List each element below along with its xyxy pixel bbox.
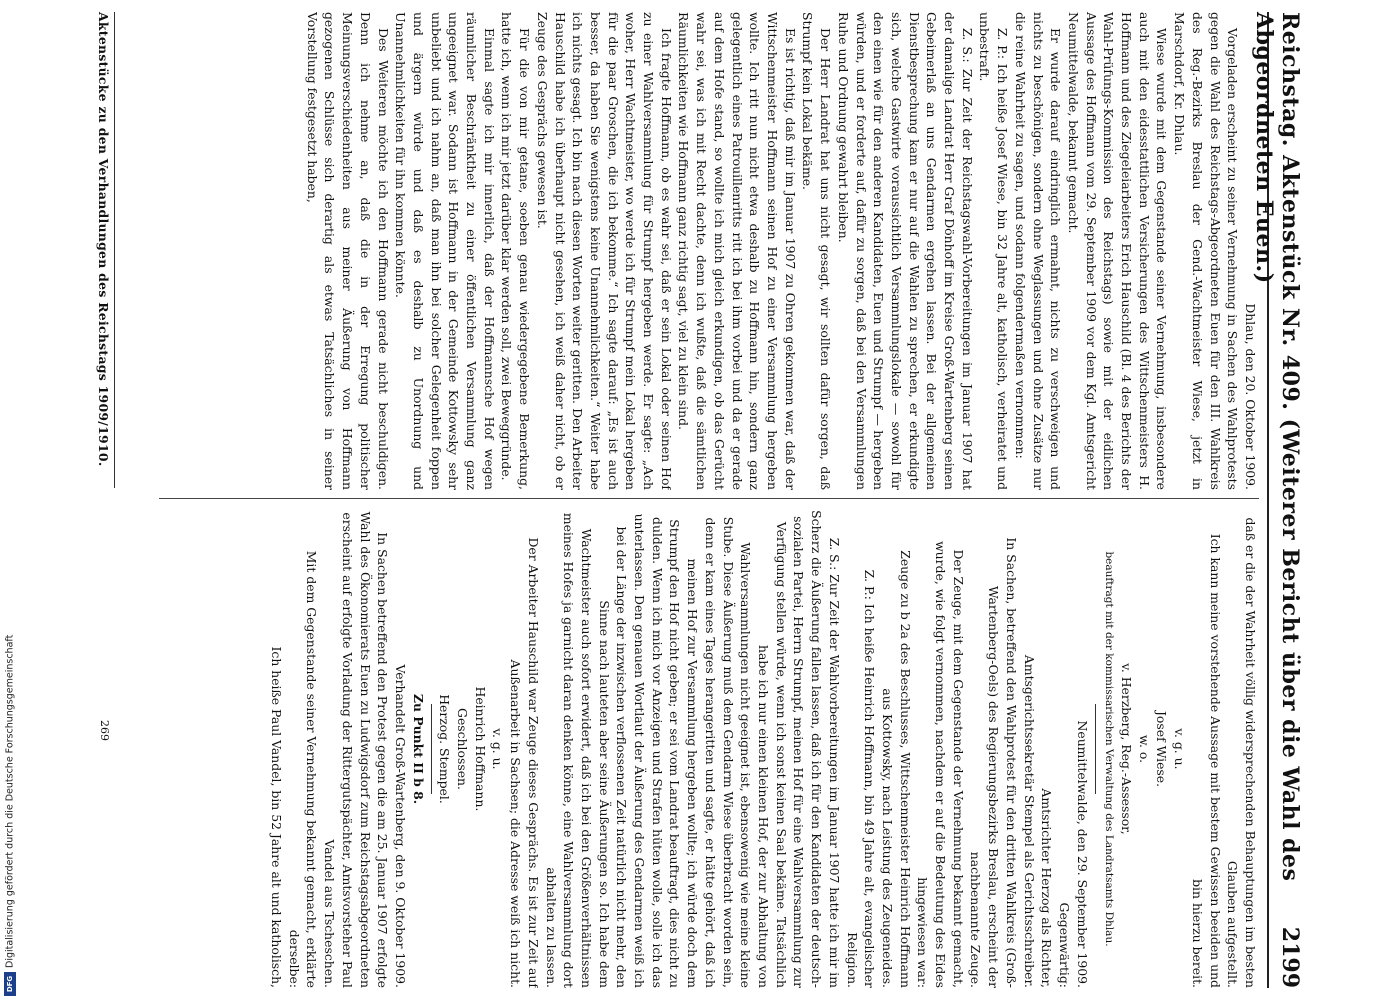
text-paragraph: Gegenwärtig: bbox=[1056, 902, 1072, 988]
text-paragraph: Z. P.: Ich heiße Josef Wiese, bin 32 Jahre alt, katholisch, verheiratet und unbestraft. bbox=[977, 12, 1011, 490]
header-title: Reichstag. Aktenstück Nr. 409. (Weiterer Bericht über die Wahl des Abgeordneten Euen.) bbox=[1251, 12, 1303, 882]
text-paragraph: Verhandelt Groß-Wartenberg, den 9. Oktober 1909. bbox=[392, 664, 408, 988]
text-paragraph: In Sachen, betreffend den Wahlprotest für den dritten Wahlkreis (Groß-Wartenberg-Oels) des Regierungsbezirks Breslau, erscheint der nachbenannte Zeuge. bbox=[968, 537, 1019, 988]
digitization-note bbox=[4, 6, 16, 996]
column-divider bbox=[159, 498, 1259, 499]
text-paragraph: w. o. bbox=[1136, 734, 1152, 764]
separator-rule bbox=[431, 704, 432, 794]
text-paragraph: Ich kann meine vorstehende Aussage mit bestem Gewissen beeiden und bin hierzu bereit. bbox=[1189, 533, 1223, 988]
text-paragraph: Herzog. Stempel. bbox=[437, 694, 453, 804]
text-paragraph: v. g. u. bbox=[490, 728, 506, 770]
text-paragraph: Z. S.: Zur Zeit der Wahlvorbereitungen im Januar 1907 hatte ich mir im Scherz die Äußerung fallen lassen, daß ich für den Kandidaten der deutsch-sozialen Partei, Herrn Strumpf, meinen Hof für eine Wahlversammlung zur Verfügung stellen würde, wenn ich sonst keinen Saal bekäme. Tatsächlich habe ich nur einen kleinen Hof, der zur Abhaltung von Wahlversammlungen nicht geeignet ist, ebensowenig wie meine kleine Stube. Diese Äußerung muß dem Gendarm Wiese überbracht worden sein, denn er kam eines Tages herangeritten und sagte, er hätte gehört, daß ich meinen Hof zur Versammlung hergeben wollte; ich würde doch dem Strumpf den Hof nicht geben; er sei vom Landrat beauftragt, dies nicht zu dulden. Wenn ich mich vor Anzeigen und Strafen hüten wolle, solle ich das unterlassen. Den genauen Wortlaut der Äußerung des Gendarmen weiß ich bei der Länge der inzwischen verflossenen Zeit natürlich nicht mehr, den Sinne nach lauteten aber seine Äußerungen so. Ich habe dem Wachtmeister auch sofort erwidert, daß ich bei den Größenverhältnissen meines Hofes ja garnicht daran denken könne, eine Wahlversammlung dort abhalten zu lassen. bbox=[543, 510, 842, 988]
text-paragraph: Geschlossen. bbox=[455, 708, 471, 790]
text-paragraph: Vorgeladen erscheint zu seiner Vernehmung in Sachen des Wahlprotests gegen die Wahl des Reichstags-Abgeordneten Euen für den III. Wahlkreis des Reg.-Bezirks Breslau der Gend.-Wachtmeister Wiese, jetzt in Marschdorf, Kr. Dhlau. bbox=[1172, 12, 1241, 490]
separator-rule bbox=[1095, 704, 1096, 794]
text-paragraph: Amtsgerichtssekretär Stempel als Gerichtsschreiber. bbox=[1021, 654, 1037, 988]
text-paragraph: Z. S.: Zur Zeit der Reichstagswahl-Vorbereitungen im Januar 1907 hat der damalige Landrat Herr Graf Dönhoff im Kreise Groß-Wartenberg seinen Gebeimerlaß an uns Gendarmen ergehen lassen. Bei der allgemeinen Dienstbesprechung kam er nur auf die Wahlen zu sprechen, er erkundigte sich, welche Gastwirte voraussichtlich Versammlungslokale — sowohl für den einen wie für den anderen Kandidaten, Euen und Strumpf — hergeben würden, und er forderte auf, dafür zu sorgen, daß bei den Versammlungen Ruhe und Ordnung gewahrt bleiben. bbox=[835, 12, 975, 490]
text-paragraph: Es ist richtig, daß mir im Januar 1907 zu Ohren gekommen war, daß der Wittschenmeister Hoffmann seinen Hof zu einer Versammlung hergeben wollte. Ich ritt nun nicht etwa deshalb zu Hoffmann hin, sondern ganz gelegentlich eines Patrouillenritts ritt ich bei ihm vorbei und da er gerade auf dem Hofe stand, so wollte ich mich gleich erkundigen, ob das Gerücht wahr sei, was ich mit Recht dachte, denn ich wußte, daß die sämtlichen Räumlichkeiten wie Hoffmann ganz richtig sagt, viel zu klein sind. bbox=[676, 12, 798, 490]
page-number: 269 bbox=[98, 720, 111, 741]
text-paragraph: Ich fragte Hoffmann, ob es wahr sei, daß er sein Lokal oder seinen Hof zu einer Wahlversammlung für Strumpf hergeben werde. Er sagte: „Ach woher, Herr Wachtmeister, wo werde ich für Strumpf mein Lokal hergeben für die paar Groschen, die ich bekomme.“ Ich sagte darauf: „Es ist auch besser, da haben Sie wenigstens keine Unannehmlichkeiten.“ Weiter habe ich nichts gesagt. Ich bin nach diesen Worten weiter geritten. Den Arbeiter Hauschild habe ich überhaupt nicht gesehen, ich weiß daher nicht, ob er Zeuge des Gesprächs gewesen ist. bbox=[534, 12, 674, 490]
footnote: Aktenstücke zu den Verhandlungen des Reichstags 1909/1910. bbox=[96, 12, 111, 467]
text-paragraph: Des Weiteren möchte ich den Hoffmann gerade nicht beschuldigen. Denn ich nehme an, daß die in der Erregung politischer Meinungsverschiedenheiten aus meiner Äußerung von Hoffmann gezogenen Schlüsse sich derartig als etwas Tatsächliches in seiner Vorstellung festgesetzt haben, bbox=[304, 12, 391, 490]
text-paragraph: In Sachen betreffend den Protest gegen die am 25. Januar 1907 erfolgte Wahl des Ökonomierats Euen zu Ludwigsdorf zum Reichstagsabgeordneten erscheint auf erfolgte Vorladung der Rittergutspächter, Amtsvorsteher Paul Vandel aus Tscheschen. bbox=[322, 511, 391, 988]
text-paragraph: beauftragt mit der kommissarischen Verwaltung des Landratsamts Dhlau. bbox=[1103, 551, 1116, 947]
text-paragraph: Neumittelwalde, den 29. September 1909. bbox=[1074, 720, 1090, 988]
text-paragraph: Amtsrichter Herzog als Richter, bbox=[1039, 788, 1055, 988]
document-page bbox=[17, 0, 1317, 1000]
text-paragraph: Der Zeuge, mit dem Gegenstande der Vernehmung bekannt gemacht, wurde, wie folgt vernommen, nachdem er auf die Bedeutung des Eides hingewiesen war: bbox=[915, 541, 966, 988]
text-paragraph: v. g. u. bbox=[1172, 728, 1188, 770]
text-paragraph: Für die von mir getane, soeben genau wiedergegebene Bemerkung, hatte ich, wenn ich mir jetzt darüber klar werden soll, zwei Beweggründe. bbox=[499, 12, 533, 490]
text-paragraph: Wiese wurde mit dem Gegenstande seiner Vernehmung, insbesondere auch mit den eidesstattlichen Versicherungen des Wittschenmeisters H. Hoffmann und des Ziegeleiarbeiters Erich Hauschild (Bl. 4 des Berichts der Wahl-Prüfungs-Kommission des Reichstags) sowie mit der eidlichen Aussage des Hoffmann vom 29. September 1909 vor dem Kgl. Amtsgericht Neumittelwalde, bekannt gemacht. bbox=[1065, 12, 1170, 490]
text-paragraph: Heinrich Hoffmann. bbox=[472, 686, 488, 812]
page-header bbox=[1251, 12, 1309, 988]
footnote-rule bbox=[114, 12, 115, 488]
text-paragraph: Mit dem Gegenstande seiner Vernehmung bekannt gemacht, erklärte derselbe: bbox=[286, 550, 320, 988]
dfg-logo: DFG bbox=[4, 972, 16, 996]
left-column bbox=[129, 12, 1259, 490]
text-paragraph: Ich heiße Paul Vandel, bin 52 Jahre alt und katholisch, bbox=[269, 646, 285, 988]
text-paragraph: Z. P.: Ich heiße Heinrich Hoffmann, bin 49 Jahre alt, evangelischer Religion. bbox=[844, 569, 878, 988]
text-paragraph: daß er die der Wahrheit völlig widersprechenden Behauptungen im besten Glauben aufgestellt. bbox=[1225, 517, 1258, 988]
text-paragraph: Josef Wiese. bbox=[1154, 710, 1170, 788]
right-column bbox=[129, 510, 1259, 988]
text-paragraph: Zeuge zu b 2a des Beschlusses, Wittschenmeister Heinrich Hoffmann aus Kottowsky, nach Leistung des Zeugeneides. bbox=[879, 550, 913, 988]
header-page-number: 2199 bbox=[1277, 926, 1303, 988]
digitization-text: Digitalisierung gefördert durch die Deutsche Forschungsgemeinschaft bbox=[4, 634, 16, 968]
text-paragraph: v. Herzberg, Reg.-Assessor, bbox=[1119, 663, 1135, 835]
text-paragraph: Der Arbeiter Hauschild war Zeuge dieses Gesprächs. Es ist zur Zeit auf Außenarbeit in Sachsen; die Adresse weiß ich nicht. bbox=[508, 537, 541, 988]
text-paragraph: Er wurde darauf eindringlich ermahnt, nichts zu verschweigen und nichts zu beschönigen, sondern ohne Weglassungen und ohne Zusätze nur die reine Wahrheit zu sagen, und sodann folgendermaßen vernommen: bbox=[1012, 12, 1064, 490]
text-paragraph: Dhlau, den 20. Oktober 1909. bbox=[1243, 303, 1258, 490]
text-paragraph: Zu Punkt II b 8. bbox=[410, 693, 426, 805]
text-paragraph: Einmal sagte ich mir innerlich, daß der Hoffmannsche Hof wegen räumlicher Beschränktheit zu einer öffentlichen Versammlung ganz ungeeignet war. Sodann ist Hoffmann in der Gemeinde Kottowsky sehr unbeliebt und ich nahm an, daß man ihn bei solcher Gelegenheit foppen und ärgern würde und daß es deshalb zu Unordnung und Unannehmlichkeiten für ihn kommen könnte. bbox=[393, 12, 497, 490]
text-paragraph: Der Herr Landrat hat uns nicht gesagt, wir sollten dafür sorgen, daß Strumpf kein Lokal bekäme. bbox=[800, 12, 834, 490]
